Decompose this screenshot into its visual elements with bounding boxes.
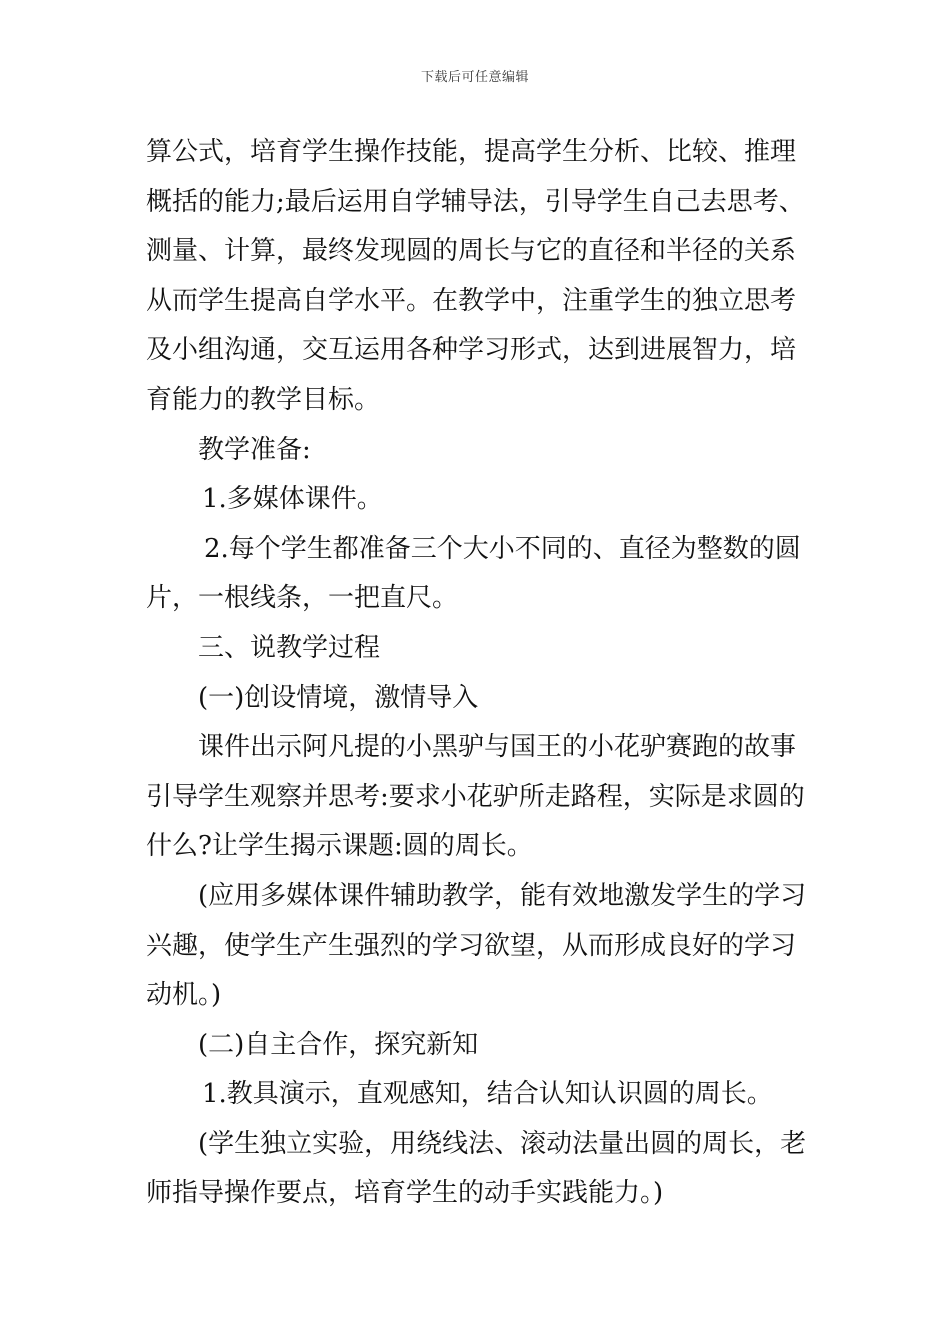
paragraph-line: 概括的能力;最后运用自学辅导法，引导学生自己去思考、 — [146, 186, 805, 217]
paragraph-line: 片，一根线条，一把直尺。 — [146, 583, 459, 614]
paragraph-line: (学生独立实验，用绕线法、滚动法量出圆的周长，老 — [198, 1128, 806, 1159]
paragraph-line: 什么?让学生揭示课题:圆的周长。 — [146, 831, 533, 862]
subsection-heading: (二)自主合作，探究新知 — [198, 1029, 479, 1060]
paragraph-line: 引导学生观察并思考:要求小花驴所走路程，实际是求圆的 — [146, 781, 805, 812]
paragraph-line: 育能力的教学目标。 — [146, 384, 381, 415]
paragraph-line: (应用多媒体课件辅助教学，能有效地激发学生的学习 — [198, 880, 806, 911]
subsection-heading: (一)创设情境，激情导入 — [198, 682, 479, 713]
document-body — [146, 128, 806, 1219]
list-item: 2.每个学生都准备三个大小不同的、直径为整数的圆 — [204, 533, 801, 564]
list-item: 1.多媒体课件。 — [202, 484, 383, 515]
page-header: 下载后可任意编辑 — [420, 70, 529, 85]
paragraph-line: 师指导操作要点，培育学生的动手实践能力。) — [146, 1178, 664, 1209]
paragraph-line: 课件出示阿凡提的小黑驴与国王的小花驴赛跑的故事 — [198, 732, 797, 763]
paragraph-line: 算公式，培育学生操作技能，提高学生分析、比较、推理 — [146, 137, 797, 167]
list-item: 1.教具演示，直观感知，结合认知认识圆的周长。 — [202, 1079, 773, 1110]
paragraph-line: 从而学生提高自学水平。在教学中，注重学生的独立思考 — [146, 285, 797, 316]
section-label-teaching-prep: 教学准备: — [198, 434, 311, 465]
section-heading: 三、说教学过程 — [198, 632, 381, 663]
paragraph-line: 动机。) — [146, 980, 222, 1011]
paragraph-line: 及小组沟通，交互运用各种学习形式，达到进展智力，培 — [146, 335, 797, 366]
paragraph-line: 兴趣，使学生产生强烈的学习欲望，从而形成良好的学习 — [146, 930, 797, 961]
paragraph-line: 测量、计算，最终发现圆的周长与它的直径和半径的关系 — [146, 236, 797, 267]
